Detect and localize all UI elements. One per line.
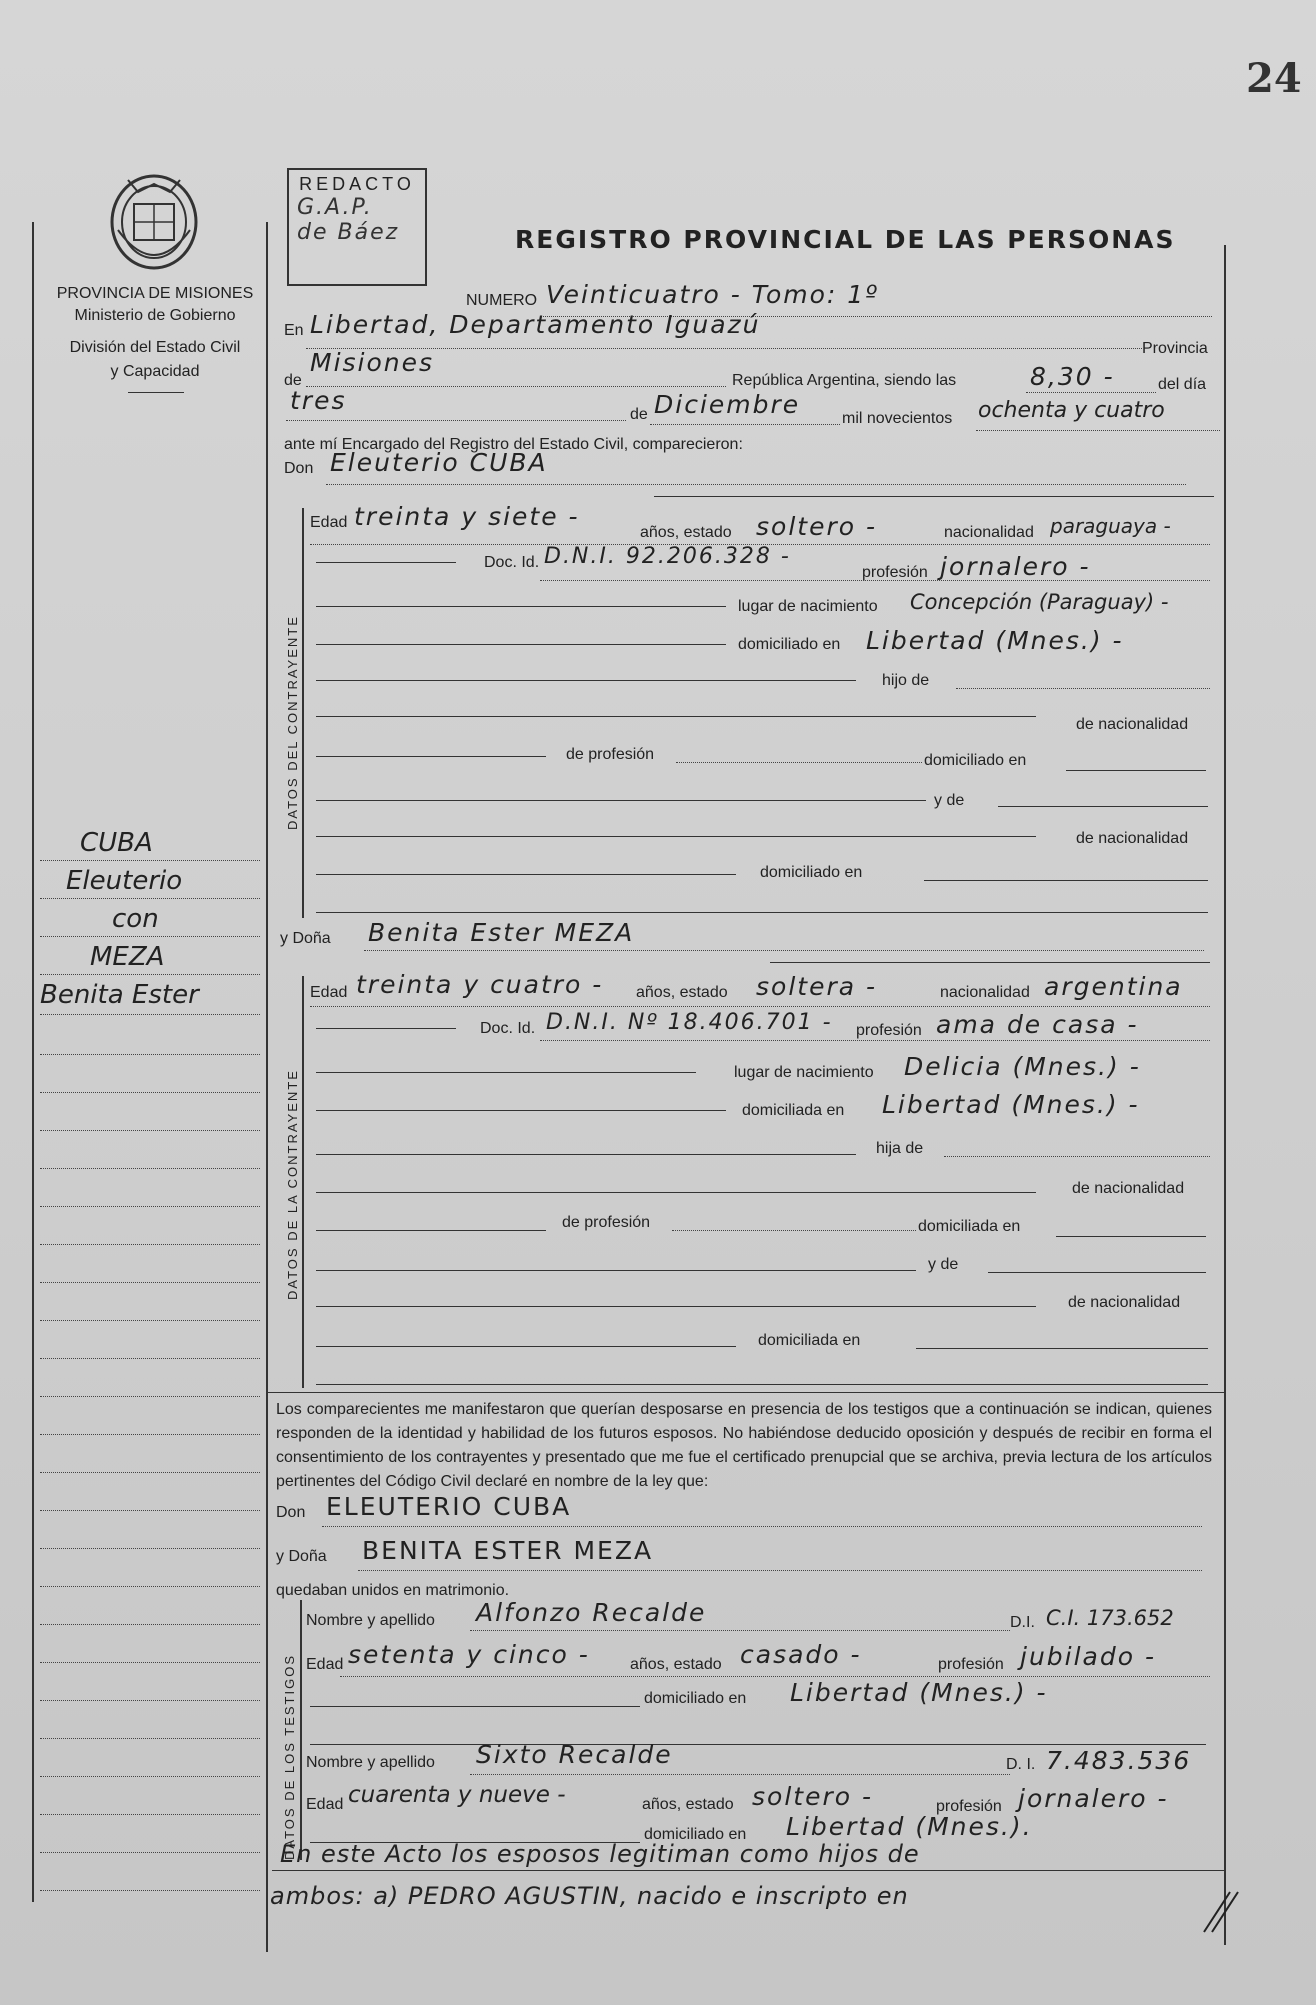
f-y-de-label: y de (928, 1256, 959, 1273)
margin-line (40, 1776, 260, 1777)
t1-doc-label: D.I. (1010, 1614, 1035, 1631)
margin-line (40, 1054, 260, 1055)
c-prof-value: jornalero - (940, 552, 1091, 581)
dia-line (286, 420, 626, 421)
decl-don-value: ELEUTERIO CUBA (326, 1492, 572, 1521)
margin-line (40, 1092, 260, 1093)
t2-dom-value: Libertad (Mnes.). (786, 1812, 1033, 1841)
f-end-rule (316, 1384, 1208, 1385)
t1-estado-value: casado - (740, 1640, 862, 1669)
ante-label: ante mí Encargado del Registro del Estado Civil, comparecieron: (284, 436, 743, 453)
margin-line (40, 1014, 260, 1015)
margin-line (40, 1624, 260, 1625)
notes-line-1: En este Acto los esposos legitiman como hijos de (280, 1840, 920, 1868)
de-label: de (284, 372, 302, 389)
c-yde-rule (316, 800, 926, 801)
dona-label: y Doña (280, 930, 331, 947)
margin-line (40, 1700, 260, 1701)
redacto-stamp (287, 168, 427, 286)
c-edad-label: Edad (310, 514, 348, 531)
numero-label: NUMERO (466, 292, 538, 309)
c-nac-label: nacionalidad (944, 524, 1034, 541)
f-nac3-rule (316, 1306, 1036, 1307)
division-label-2: y Capacidad (110, 363, 200, 380)
margin-line (40, 1206, 260, 1207)
margin-line (40, 1396, 260, 1397)
margin-line (40, 1434, 260, 1435)
margin-surname-1: CUBA (80, 828, 153, 858)
c-edad-value: treinta y siete - (354, 502, 580, 531)
f-dom-value: Libertad (Mnes.) - (882, 1090, 1140, 1119)
ministry-label: Ministerio de Gobierno (74, 307, 236, 324)
don-rule (654, 496, 1214, 497)
c-de-prof-label: de profesión (566, 746, 655, 763)
f-dom2-rule (1056, 1236, 1206, 1237)
margin-name-1: Eleuterio (66, 866, 183, 896)
c-de-nac-label: de nacionalidad (1076, 716, 1189, 733)
c-prof2-rule (316, 756, 546, 757)
don-value: Eleuterio CUBA (330, 448, 548, 477)
decl-don-label: Don (276, 1504, 306, 1521)
margin-line (40, 1814, 260, 1815)
c-dom-rule (316, 644, 726, 645)
f-edad-line (310, 1006, 1210, 1007)
anio-line (976, 430, 1220, 431)
f-nac2-rule (316, 1192, 1036, 1193)
c-de-nac-label-2: de nacionalidad (1076, 830, 1189, 847)
t2-dom-label: domiciliado en (644, 1826, 747, 1843)
republica-label: República Argentina, siendo las (732, 372, 957, 389)
f-lugar-rule (316, 1072, 696, 1073)
margin-line (40, 1244, 260, 1245)
margin-line (40, 1852, 260, 1853)
contrayente-bracket (302, 508, 304, 918)
dona-value: Benita Ester MEZA (368, 918, 635, 947)
de-value: Misiones (310, 348, 435, 377)
c-nac2-rule (316, 716, 1036, 717)
declaration-top-rule (268, 1392, 1224, 1393)
c-domiciliado-en-label-2: domiciliado en (760, 864, 863, 881)
hora-line (1026, 392, 1156, 393)
f-doc-line (540, 1040, 1210, 1041)
de2-label: de (630, 406, 648, 423)
mil-label: mil novecientos (842, 410, 953, 427)
c-yde-line (998, 806, 1208, 807)
c-domiciliado-en-label: domiciliado en (924, 752, 1027, 769)
margin-line (40, 1548, 260, 1549)
c-estado-value: soltero - (756, 512, 877, 541)
de-line (306, 386, 726, 387)
c-dom-label: domiciliado en (738, 636, 841, 653)
c-hijo-label: hijo de (882, 672, 930, 689)
dona-rule (770, 962, 1210, 963)
numero-value: Veinticuatro - Tomo: 1º (546, 280, 879, 309)
declaration-paragraph: Los comparecientes me manifestaron que querían desposarse en presencia de los testigos que a continuación se indican, quienes responden de la identidad y habilidad de los futuros esposos. No habiéndose deducido oposición y después de recibir en forma el consentimiento de los contrayentes y presentado que me fue el certificado prenupcial que se archiva, previa lectura de los artículos pertinentes del Código Civil declaré en nombre de la ley que: (276, 1401, 1212, 1490)
f-edad-label: Edad (310, 984, 348, 1001)
margin-surname-2: MEZA (90, 942, 165, 972)
f-domiciliada-en-label-2: domiciliada en (758, 1332, 861, 1349)
t2-edad-value: cuarenta y nueve - (348, 1782, 566, 1808)
margin-line (40, 1130, 260, 1131)
c-nac3-rule (316, 836, 1036, 837)
content-right-line (1224, 245, 1226, 1945)
f-doc-label: Doc. Id. (480, 1020, 536, 1037)
t1-nombre-line (470, 1630, 1010, 1631)
margin-line (40, 1320, 260, 1321)
mes-value: Diciembre (654, 390, 801, 419)
margin-line (40, 1358, 260, 1359)
c-dom-value: Libertad (Mnes.) - (866, 626, 1124, 655)
redacto-initials: G.A.P. (297, 195, 373, 220)
margin-line (40, 1586, 260, 1587)
t1-nombre-label: Nombre y apellido (306, 1612, 435, 1629)
f-dom3-rule (316, 1346, 736, 1347)
t1-end-rule (310, 1744, 1206, 1745)
c-y-de-label: y de (934, 792, 965, 809)
mes-line (650, 424, 840, 425)
c-doc-rule (316, 562, 456, 563)
c-doc-label: Doc. Id. (484, 554, 540, 571)
del-dia-label: del día (1158, 376, 1207, 393)
c-doc-line (540, 580, 1210, 581)
dona-line (364, 950, 1204, 951)
t1-nombre-value: Alfonzo Recalde (476, 1598, 707, 1627)
t1-dom-value: Libertad (Mnes.) - (790, 1678, 1048, 1707)
c-hijo-line (956, 688, 1210, 689)
t2-prof-label: profesión (936, 1798, 1002, 1815)
margin-line (40, 1738, 260, 1739)
f-prof-label: profesión (856, 1022, 922, 1039)
c-lugar-rule (316, 606, 726, 607)
quedaban-label: quedaban unidos en matrimonio. (276, 1582, 510, 1599)
f-edad-value: treinta y cuatro - (356, 970, 604, 999)
coat-of-arms-seal-icon (108, 170, 200, 272)
margin-line (40, 1282, 260, 1283)
contrayente-f-section-label: DATOS DE LA CONTRAYENTE (285, 1069, 300, 1300)
t2-nombre-line (470, 1774, 1010, 1775)
t1-edad-value: setenta y cinco - (348, 1640, 590, 1669)
t2-doc-value: 7.483.536 (1046, 1746, 1192, 1775)
f-prof2-rule (316, 1230, 546, 1231)
redacto-surname: de Báez (297, 220, 400, 245)
page-number: 24 (1246, 55, 1302, 102)
don-label: Don (284, 460, 314, 477)
t2-nombre-value: Sixto Recalde (476, 1740, 673, 1769)
f-hija-rule (316, 1154, 856, 1155)
content-left-line (266, 222, 268, 1952)
c-dom3-rule (316, 874, 736, 875)
decl-dona-line (358, 1570, 1202, 1571)
t2-doc-label: D. I. (1006, 1756, 1036, 1773)
province-label: PROVINCIA DE MISIONES (56, 285, 254, 302)
document-title: REGISTRO PROVINCIAL DE LAS PERSONAS (515, 225, 1176, 254)
f-prof-value: ama de casa - (936, 1010, 1139, 1039)
margin-line (40, 974, 260, 975)
c-end-rule (316, 912, 1208, 913)
f-dom-label: domiciliada en (742, 1102, 845, 1119)
margin-line (40, 1662, 260, 1663)
f-hija-label: hija de (876, 1140, 924, 1157)
testigos-bracket (300, 1600, 302, 1860)
t1-prof-label: profesión (938, 1656, 1004, 1673)
f-domiciliada-en-label: domiciliada en (918, 1218, 1021, 1235)
f-estado-value: soltera - (756, 972, 878, 1001)
margin-line (40, 898, 260, 899)
f-doc-value: D.N.I. Nº 18.406.701 - (546, 1010, 833, 1035)
don-line (326, 484, 1186, 485)
c-dom2-rule (1066, 770, 1206, 771)
t1-prof-value: jubilado - (1020, 1642, 1157, 1671)
margin-line (40, 936, 260, 937)
end-mark-icon (1200, 1886, 1240, 1936)
margin-line (40, 860, 260, 861)
notes-line-1-rule (272, 1870, 1224, 1871)
en-label: En (284, 322, 304, 339)
t2-prof-value: jornalero - (1018, 1784, 1169, 1813)
contrayente-f-bracket (302, 976, 304, 1388)
notes-line-2: ambos: a) PEDRO AGUSTIN, nacido e inscripto en (270, 1882, 909, 1910)
margin-line (40, 1472, 260, 1473)
f-de-prof-label: de profesión (562, 1214, 651, 1231)
t1-doc-value: C.I. 173.652 (1046, 1606, 1174, 1630)
c-lugar-label: lugar de nacimiento (738, 598, 878, 615)
t2-anos-label: años, estado (642, 1796, 734, 1813)
division-label-1: División del Estado Civil (69, 339, 241, 356)
f-dom3-line (916, 1348, 1208, 1349)
margin-line (40, 1168, 260, 1169)
hora-value: 8,30 - (1030, 362, 1115, 391)
t2-nombre-label: Nombre y apellido (306, 1754, 435, 1771)
t1-anos-label: años, estado (630, 1656, 722, 1673)
f-dom-rule (316, 1110, 726, 1111)
c-dom3-line (924, 880, 1208, 881)
f-lugar-label: lugar de nacimiento (734, 1064, 874, 1081)
c-lugar-value: Concepción (Paraguay) - (910, 590, 1169, 614)
contrayente-section-label: DATOS DEL CONTRAYENTE (285, 615, 300, 830)
testigos-section-label: DATOS DE LOS TESTIGOS (282, 1654, 297, 1860)
decl-dona-label: y Doña (276, 1548, 327, 1565)
margin-name-2: Benita Ester (40, 980, 199, 1010)
f-lugar-value: Delicia (Mnes.) - (904, 1052, 1141, 1081)
t1-dom-rule (310, 1706, 640, 1707)
decl-don-line (322, 1526, 1202, 1527)
anio-value: ochenta y cuatro (978, 398, 1165, 423)
divider (128, 392, 184, 393)
c-prof-label: profesión (862, 564, 928, 581)
margin-line (40, 1510, 260, 1511)
margin-con: con (112, 904, 159, 934)
f-yde-rule (316, 1270, 916, 1271)
f-de-nac-label-2: de nacionalidad (1068, 1294, 1181, 1311)
f-anos-label: años, estado (636, 984, 728, 1001)
dia-value: tres (290, 386, 347, 415)
f-hija-line (944, 1156, 1210, 1157)
f-doc-rule (316, 1028, 456, 1029)
en-value: Libertad, Departamento Iguazú (310, 310, 761, 339)
c-prof2-line (676, 762, 922, 763)
left-margin-line (32, 222, 34, 1902)
margin-line (40, 1890, 260, 1891)
t2-edad-label: Edad (306, 1796, 344, 1813)
t1-edad-label: Edad (306, 1656, 344, 1673)
c-hijo-rule (316, 680, 856, 681)
t1-edad-line (340, 1676, 1210, 1677)
redacto-label: REDACTO (299, 174, 415, 194)
t1-dom-label: domiciliado en (644, 1690, 747, 1707)
decl-dona-value: BENITA ESTER MEZA (362, 1536, 654, 1565)
f-nac-label: nacionalidad (940, 984, 1030, 1001)
provincia-label: Provincia (1142, 340, 1208, 357)
c-anos-label: años, estado (640, 524, 732, 541)
f-prof2-line (672, 1230, 916, 1231)
c-doc-value: D.N.I. 92.206.328 - (544, 544, 791, 569)
t2-estado-value: soltero - (752, 1782, 873, 1811)
f-yde-line (988, 1272, 1206, 1273)
c-nac-value: paraguaya - (1050, 514, 1171, 538)
f-de-nac-label: de nacionalidad (1072, 1180, 1185, 1197)
f-nac-value: argentina (1044, 972, 1183, 1001)
